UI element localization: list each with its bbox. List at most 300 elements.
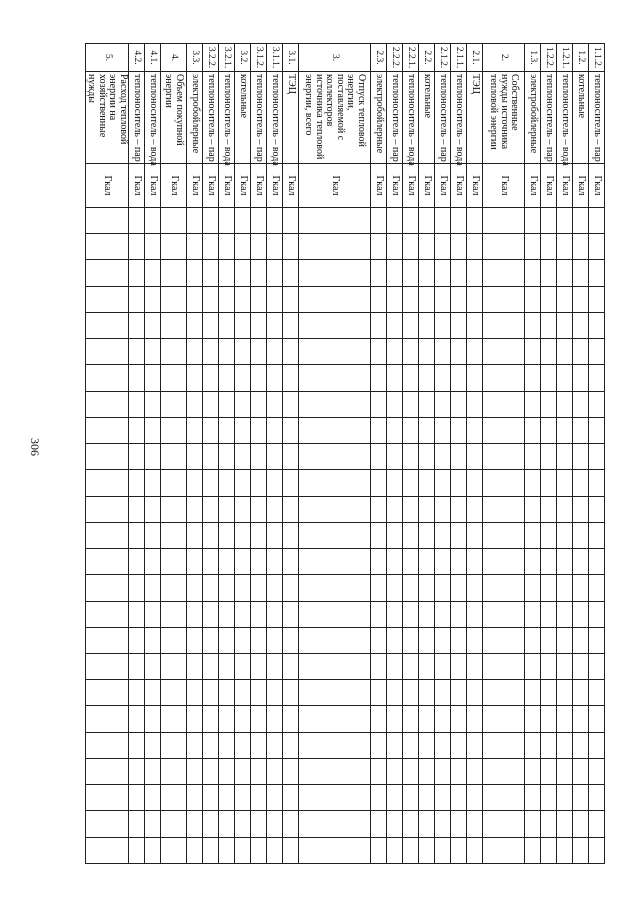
data-cell [299, 444, 371, 470]
table-row [541, 44, 557, 864]
data-cell [387, 417, 403, 443]
data-cell [435, 522, 451, 548]
data-cell [86, 549, 129, 575]
row-number: 4.2. [129, 44, 145, 72]
data-cell [299, 653, 371, 679]
data-cell [435, 365, 451, 391]
data-cell [419, 811, 435, 837]
data-cell [299, 758, 371, 784]
data-cell [419, 680, 435, 706]
unit-cell: Гкал [145, 164, 161, 208]
data-cell [541, 549, 557, 575]
data-cell [145, 444, 161, 470]
data-cell [467, 706, 483, 732]
data-cell [187, 811, 203, 837]
data-cell [251, 260, 267, 286]
data-cell [573, 208, 589, 234]
data-cell [387, 286, 403, 312]
data-cell [86, 312, 129, 338]
row-number: 3.3. [187, 44, 203, 72]
data-cell [483, 522, 525, 548]
data-cell [525, 260, 541, 286]
data-cell [251, 680, 267, 706]
data-cell [541, 522, 557, 548]
data-cell [371, 470, 387, 496]
data-cell [403, 706, 419, 732]
data-cell [283, 601, 299, 627]
data-cell [467, 417, 483, 443]
data-cell [129, 234, 145, 260]
data-cell [541, 208, 557, 234]
data-cell [435, 417, 451, 443]
data-cell [573, 522, 589, 548]
data-cell [371, 549, 387, 575]
data-cell [525, 339, 541, 365]
data-cell [435, 549, 451, 575]
data-cell [145, 365, 161, 391]
data-cell [161, 312, 187, 338]
data-cell [251, 365, 267, 391]
data-cell [525, 522, 541, 548]
data-cell [419, 758, 435, 784]
data-cell [541, 496, 557, 522]
data-cell [541, 575, 557, 601]
data-cell [467, 785, 483, 811]
data-cell [203, 417, 219, 443]
data-cell [251, 785, 267, 811]
data-cell [541, 837, 557, 863]
data-cell [451, 417, 467, 443]
data-cell [161, 601, 187, 627]
data-cell [541, 785, 557, 811]
data-cell [573, 260, 589, 286]
data-cell [419, 627, 435, 653]
data-cell [483, 260, 525, 286]
row-label: котельные [419, 72, 435, 164]
data-cell [267, 339, 283, 365]
data-cell [573, 286, 589, 312]
row-number: 3.1. [283, 44, 299, 72]
data-cell [435, 811, 451, 837]
data-cell [387, 837, 403, 863]
data-cell [557, 601, 573, 627]
data-cell [419, 286, 435, 312]
data-cell [573, 444, 589, 470]
row-label: Отпуск тепловой энергии, поставляемой с коллекторов источника тепловой энергии, всего [299, 72, 371, 164]
data-cell [451, 208, 467, 234]
data-cell [283, 234, 299, 260]
data-cell [219, 522, 235, 548]
data-cell [219, 732, 235, 758]
data-cell [129, 706, 145, 732]
data-cell [573, 811, 589, 837]
data-cell [187, 732, 203, 758]
data-cell [387, 444, 403, 470]
data-cell [187, 444, 203, 470]
unit-cell: Гкал [525, 164, 541, 208]
data-cell [251, 706, 267, 732]
data-cell [251, 758, 267, 784]
data-cell [419, 444, 435, 470]
data-cell [283, 312, 299, 338]
data-cell [283, 575, 299, 601]
data-cell [267, 260, 283, 286]
data-cell [203, 837, 219, 863]
data-cell [161, 653, 187, 679]
data-cell [161, 260, 187, 286]
data-cell [387, 365, 403, 391]
data-cell [541, 627, 557, 653]
data-cell [557, 732, 573, 758]
data-cell [299, 312, 371, 338]
data-cell [371, 391, 387, 417]
row-label: теплоноситель – вода [145, 72, 161, 164]
row-number: 1.2. [573, 44, 589, 72]
data-cell [203, 785, 219, 811]
data-cell [451, 706, 467, 732]
data-cell [435, 234, 451, 260]
data-cell [483, 706, 525, 732]
unit-cell: Гкал [267, 164, 283, 208]
unit-cell: Гкал [557, 164, 573, 208]
data-cell [267, 680, 283, 706]
data-cell [403, 785, 419, 811]
data-cell [371, 234, 387, 260]
data-cell [573, 785, 589, 811]
data-cell [299, 680, 371, 706]
data-cell [235, 496, 251, 522]
data-cell [371, 627, 387, 653]
data-cell [419, 496, 435, 522]
data-cell [86, 286, 129, 312]
data-cell [541, 365, 557, 391]
data-cell [451, 339, 467, 365]
data-cell [589, 234, 605, 260]
data-cell [483, 785, 525, 811]
table-row [187, 44, 203, 864]
row-number: 2.3. [371, 44, 387, 72]
data-cell [129, 732, 145, 758]
data-cell [483, 653, 525, 679]
unit-cell: Гкал [203, 164, 219, 208]
data-cell [267, 811, 283, 837]
data-cell [451, 365, 467, 391]
data-cell [589, 522, 605, 548]
data-cell [219, 234, 235, 260]
row-number: 3.1.1. [267, 44, 283, 72]
data-cell [403, 653, 419, 679]
data-cell [557, 575, 573, 601]
data-cell [145, 260, 161, 286]
data-cell [86, 811, 129, 837]
data-cell [187, 312, 203, 338]
row-number: 2. [483, 44, 525, 72]
data-cell [541, 470, 557, 496]
row-number: 4.1. [145, 44, 161, 72]
data-cell [251, 444, 267, 470]
data-cell [187, 260, 203, 286]
data-cell [187, 470, 203, 496]
data-cell [219, 706, 235, 732]
data-cell [371, 837, 387, 863]
data-cell [557, 496, 573, 522]
data-cell [403, 549, 419, 575]
data-cell [557, 444, 573, 470]
data-cell [557, 391, 573, 417]
data-cell [589, 391, 605, 417]
data-cell [86, 627, 129, 653]
data-cell [161, 444, 187, 470]
data-cell [541, 811, 557, 837]
table-row [161, 44, 187, 864]
data-cell [451, 496, 467, 522]
table-row [483, 44, 525, 864]
data-cell [451, 286, 467, 312]
data-cell [161, 391, 187, 417]
row-label: Расход тепловой энергии на хозяйственные нужды [86, 72, 129, 164]
data-cell [403, 758, 419, 784]
data-cell [145, 601, 161, 627]
data-cell [219, 785, 235, 811]
data-cell [435, 653, 451, 679]
data-cell [129, 496, 145, 522]
unit-cell: Гкал [129, 164, 145, 208]
row-label: теплоноситель – пар [387, 72, 403, 164]
data-cell [161, 365, 187, 391]
data-cell [483, 811, 525, 837]
data-cell [86, 653, 129, 679]
data-cell [403, 811, 419, 837]
data-cell [483, 627, 525, 653]
table-row [219, 44, 235, 864]
data-cell [525, 417, 541, 443]
data-cell [525, 470, 541, 496]
data-cell [589, 444, 605, 470]
data-cell [573, 365, 589, 391]
row-number: 3.2.2. [203, 44, 219, 72]
data-cell [219, 312, 235, 338]
data-cell [557, 811, 573, 837]
data-cell [573, 601, 589, 627]
data-cell [145, 522, 161, 548]
data-cell [283, 470, 299, 496]
data-cell [129, 680, 145, 706]
data-cell [251, 811, 267, 837]
data-cell [541, 260, 557, 286]
data-cell [451, 758, 467, 784]
table-row [435, 44, 451, 864]
data-cell [219, 391, 235, 417]
data-cell [235, 260, 251, 286]
data-cell [129, 391, 145, 417]
heat-balance-table [85, 43, 605, 864]
data-cell [283, 785, 299, 811]
data-cell [435, 260, 451, 286]
data-cell [387, 706, 403, 732]
data-cell [435, 837, 451, 863]
data-cell [403, 837, 419, 863]
data-cell [86, 680, 129, 706]
data-cell [203, 627, 219, 653]
row-label: электробойлерные [525, 72, 541, 164]
data-cell [371, 706, 387, 732]
data-cell [129, 653, 145, 679]
data-cell [403, 339, 419, 365]
data-cell [371, 208, 387, 234]
data-cell [435, 732, 451, 758]
data-cell [145, 286, 161, 312]
data-cell [483, 758, 525, 784]
data-cell [235, 417, 251, 443]
data-cell [589, 680, 605, 706]
data-cell [299, 208, 371, 234]
data-cell [161, 732, 187, 758]
data-cell [387, 575, 403, 601]
data-cell [267, 653, 283, 679]
row-number: 2.2.1. [403, 44, 419, 72]
data-cell [203, 758, 219, 784]
data-cell [129, 208, 145, 234]
data-cell [451, 627, 467, 653]
data-cell [589, 549, 605, 575]
data-cell [371, 575, 387, 601]
data-cell [403, 365, 419, 391]
data-cell [541, 234, 557, 260]
data-cell [451, 549, 467, 575]
data-cell [187, 417, 203, 443]
row-label: теплоноситель – пар [251, 72, 267, 164]
data-cell [283, 811, 299, 837]
data-cell [451, 811, 467, 837]
data-cell [525, 811, 541, 837]
data-cell [557, 522, 573, 548]
data-cell [129, 811, 145, 837]
row-number: 3.1.2. [251, 44, 267, 72]
data-cell [435, 496, 451, 522]
data-cell [573, 312, 589, 338]
data-cell [187, 391, 203, 417]
data-cell [435, 627, 451, 653]
data-cell [403, 680, 419, 706]
data-cell [525, 653, 541, 679]
data-cell [467, 549, 483, 575]
data-cell [573, 680, 589, 706]
data-cell [403, 260, 419, 286]
data-cell [203, 522, 219, 548]
data-cell [403, 470, 419, 496]
data-cell [435, 312, 451, 338]
data-cell [187, 653, 203, 679]
data-cell [525, 758, 541, 784]
data-cell [203, 732, 219, 758]
row-number: 3.2. [235, 44, 251, 72]
data-cell [483, 365, 525, 391]
data-cell [387, 496, 403, 522]
data-cell [299, 601, 371, 627]
data-cell [187, 286, 203, 312]
data-cell [161, 549, 187, 575]
data-cell [251, 312, 267, 338]
data-cell [589, 811, 605, 837]
data-cell [299, 286, 371, 312]
data-cell [299, 706, 371, 732]
rotated-table-container [86, 43, 605, 863]
data-cell [251, 417, 267, 443]
data-cell [557, 470, 573, 496]
data-cell [161, 286, 187, 312]
data-cell [483, 391, 525, 417]
data-cell [145, 496, 161, 522]
row-number: 2.1. [467, 44, 483, 72]
data-cell [451, 444, 467, 470]
data-cell [541, 391, 557, 417]
data-cell [557, 653, 573, 679]
data-cell [387, 653, 403, 679]
data-cell [525, 444, 541, 470]
data-cell [371, 365, 387, 391]
data-cell [235, 470, 251, 496]
table-row [557, 44, 573, 864]
data-cell [403, 391, 419, 417]
data-cell [299, 339, 371, 365]
table-row [283, 44, 299, 864]
data-cell [235, 601, 251, 627]
unit-cell: Гкал [467, 164, 483, 208]
data-cell [419, 837, 435, 863]
data-cell [145, 837, 161, 863]
data-cell [145, 234, 161, 260]
data-cell [371, 286, 387, 312]
data-cell [371, 496, 387, 522]
data-cell [573, 339, 589, 365]
data-cell [86, 470, 129, 496]
data-cell [86, 417, 129, 443]
data-cell [525, 391, 541, 417]
data-cell [129, 522, 145, 548]
row-label: электробойлерные [371, 72, 387, 164]
data-cell [203, 706, 219, 732]
data-cell [483, 208, 525, 234]
data-cell [129, 837, 145, 863]
data-cell [267, 549, 283, 575]
row-number: 3. [299, 44, 371, 72]
data-cell [573, 706, 589, 732]
unit-cell: Гкал [86, 164, 129, 208]
data-cell [525, 706, 541, 732]
data-cell [387, 811, 403, 837]
data-cell [435, 785, 451, 811]
data-cell [86, 496, 129, 522]
data-cell [371, 680, 387, 706]
table-row [371, 44, 387, 864]
data-cell [435, 470, 451, 496]
data-cell [467, 653, 483, 679]
data-cell [145, 575, 161, 601]
data-cell [283, 417, 299, 443]
data-cell [86, 732, 129, 758]
data-cell [525, 627, 541, 653]
data-cell [145, 732, 161, 758]
data-cell [145, 758, 161, 784]
page-number: 306 [28, 438, 42, 456]
data-cell [235, 837, 251, 863]
data-cell [267, 234, 283, 260]
data-cell [283, 732, 299, 758]
data-cell [483, 575, 525, 601]
data-cell [371, 732, 387, 758]
data-cell [203, 208, 219, 234]
data-cell [145, 470, 161, 496]
